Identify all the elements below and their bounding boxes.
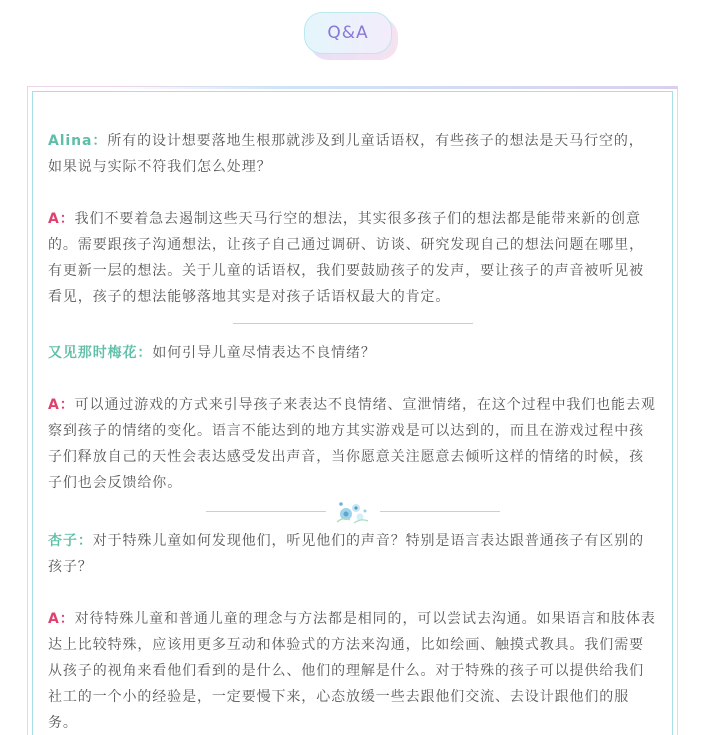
- asker-name: 又见那时梅花: [48, 345, 138, 361]
- qa-header-label: Q&A: [304, 12, 392, 54]
- spacer: [48, 180, 658, 206]
- answer-paragraph: [48, 206, 658, 310]
- answer-text: 可以通过游戏的方式来引导孩子来表达不良情绪、宣泄情绪，在这个过程中我们也能去观察到孩子的情绪的变化。语言不能达到的地方其实游戏是可以达到的，而且在游戏过程中孩子们释放自己的天性会表达感受发出声音，当你愿意关注愿意去倾听这样的情绪的时候，孩子们也会反馈给你。: [48, 397, 656, 491]
- answer-label: A: [48, 611, 60, 627]
- name-separator: ：: [59, 611, 75, 627]
- asker-name: 杏子: [48, 533, 78, 549]
- answer-text: 对待特殊儿童和普通儿童的理念与方法都是相同的，可以尝试去沟通。如果语言和肢体表达上比较特殊，应该用更多互动和体验式的方法来沟通，比如绘画、触摸式教具。我们需要从孩子的视角来看他们看到的是什么、他们的理解是什么。对于特殊的孩子可以提供给我们社工的一个小的经验是，一定要慢下来，心态放缓一些去跟他们交流、去设计跟他们的服务。: [48, 611, 656, 731]
- answer-label: A: [48, 211, 60, 227]
- question-text: 对于特殊儿童如何发现他们，听见他们的声音？特别是语言表达跟普通孩子有区别的孩子？: [48, 533, 645, 575]
- divider-line: [233, 323, 473, 324]
- section-divider: [48, 310, 658, 340]
- name-separator: ：: [92, 133, 108, 149]
- divider-line-left: [206, 511, 326, 512]
- answer-label: A: [48, 397, 60, 413]
- question-paragraph: [48, 528, 658, 580]
- content-frame-accent: [110, 86, 678, 89]
- answer-text: 我们不要着急去遏制这些天马行空的想法，其实很多孩子们的想法都是能带来新的创意的。需要跟孩子沟通想法，让孩子自己通过调研、访谈、研究发现自己的想法问题在哪里，有更新一层的想法。关于儿童的话语权，我们要鼓励孩子的发声，要让孩子的声音被听见被看见，孩子的想法能够落地其实是对孩子话语权最大的肯定。: [48, 211, 644, 305]
- qa-header-badge: [304, 12, 400, 62]
- spacer: [48, 366, 658, 392]
- asker-name: Alina: [48, 133, 93, 149]
- name-separator: ：: [137, 345, 153, 361]
- flower-icon: [334, 498, 370, 526]
- question-text: 所有的设计想要落地生根那就涉及到儿童话语权，有些孩子的想法是天马行空的，如果说与实际不符我们怎么处理？: [48, 133, 644, 175]
- spacer: [48, 580, 658, 606]
- question-paragraph: [48, 128, 658, 180]
- answer-paragraph: [48, 392, 658, 496]
- qa-content: [48, 128, 658, 735]
- name-separator: ：: [59, 397, 75, 413]
- name-separator: ：: [77, 533, 93, 549]
- question-text: 如何引导儿童尽情表达不良情绪？: [152, 345, 376, 361]
- name-separator: ：: [59, 211, 75, 227]
- divider-line-right: [380, 511, 500, 512]
- question-paragraph: [48, 340, 658, 366]
- flower-divider: [48, 496, 658, 528]
- answer-paragraph: [48, 606, 658, 735]
